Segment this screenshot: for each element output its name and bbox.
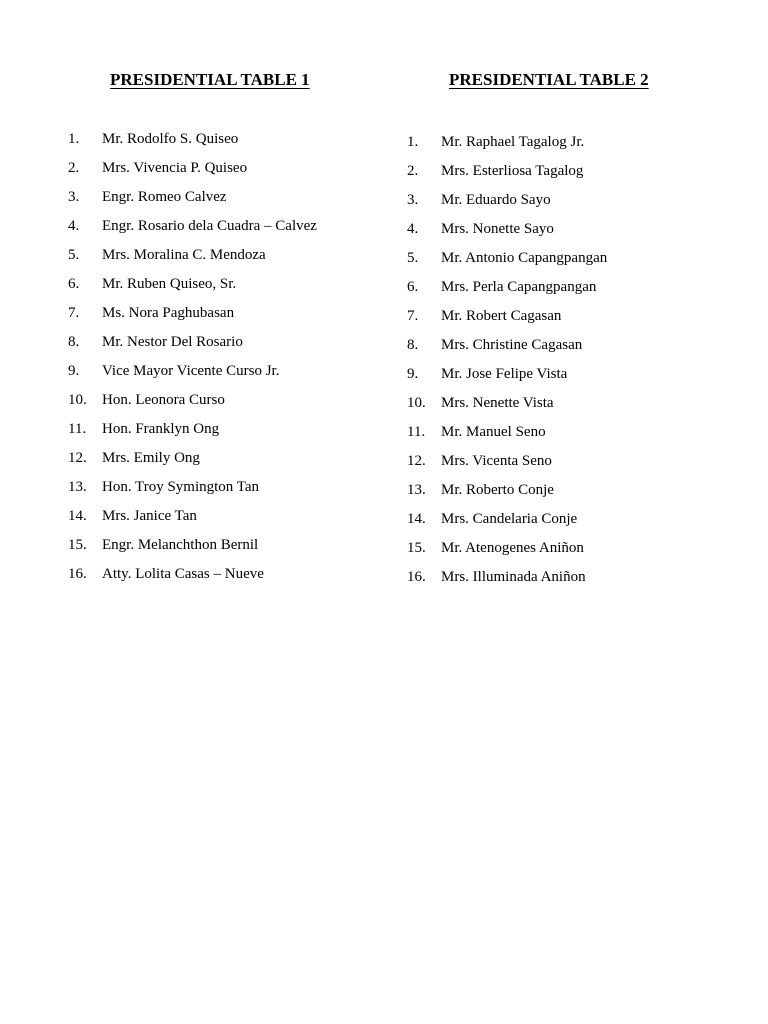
guest-row bbox=[68, 506, 317, 535]
guest-row bbox=[407, 161, 607, 190]
guest-row bbox=[68, 361, 317, 390]
guest-row bbox=[407, 306, 607, 335]
guest-name: Mrs. Emily Ong bbox=[102, 450, 200, 466]
guest-number: 7. bbox=[407, 308, 419, 324]
table-title: PRESIDENTIAL TABLE 2 bbox=[449, 70, 649, 89]
guest-number: 12. bbox=[407, 453, 426, 469]
guest-name: Mr. Raphael Tagalog Jr. bbox=[441, 134, 585, 150]
table-title: PRESIDENTIAL TABLE 1 bbox=[110, 70, 310, 89]
guest-number: 13. bbox=[68, 479, 87, 495]
guest-number: 6. bbox=[68, 276, 80, 292]
guest-number: 13. bbox=[407, 482, 426, 498]
guest-number: 8. bbox=[68, 334, 80, 350]
guest-number: 5. bbox=[407, 250, 419, 266]
guest-number: 10. bbox=[407, 395, 426, 411]
guest-number: 2. bbox=[407, 163, 419, 179]
guest-name: Mrs. Christine Cagasan bbox=[441, 337, 583, 353]
guest-name: Engr. Romeo Calvez bbox=[102, 189, 227, 205]
guest-row bbox=[407, 451, 607, 480]
guest-row bbox=[68, 332, 317, 361]
guest-name: Hon. Leonora Curso bbox=[102, 392, 225, 408]
guest-row bbox=[407, 132, 607, 161]
guest-name: Mrs. Perla Capangpangan bbox=[441, 279, 597, 295]
guest-row bbox=[407, 567, 607, 596]
guest-row bbox=[68, 245, 317, 274]
guest-number: 9. bbox=[407, 366, 419, 382]
guest-name: Ms. Nora Paghubasan bbox=[102, 305, 235, 321]
guest-row bbox=[68, 216, 317, 245]
guest-name: Mrs. Illuminada Aniñon bbox=[441, 569, 586, 585]
guest-row bbox=[68, 448, 317, 477]
guest-row bbox=[68, 187, 317, 216]
guest-number: 16. bbox=[407, 569, 426, 585]
guest-name: Mr. Rodolfo S. Quiseo bbox=[102, 131, 239, 147]
guest-row bbox=[68, 274, 317, 303]
guest-number: 15. bbox=[407, 540, 426, 556]
guest-number: 10. bbox=[68, 392, 87, 408]
guest-number: 1. bbox=[68, 131, 80, 147]
guest-name: Mrs. Vicenta Seno bbox=[441, 453, 552, 469]
guest-number: 9. bbox=[68, 363, 80, 379]
guest-number: 8. bbox=[407, 337, 419, 353]
guest-name: Atty. Lolita Casas – Nueve bbox=[102, 566, 264, 582]
guest-row bbox=[407, 248, 607, 277]
guest-name: Mr. Jose Felipe Vista bbox=[441, 366, 568, 382]
guest-name: Mr. Antonio Capangpangan bbox=[441, 250, 608, 266]
guest-row bbox=[407, 538, 607, 567]
guest-row bbox=[407, 190, 607, 219]
guest-name: Mr. Nestor Del Rosario bbox=[102, 334, 243, 350]
guest-name: Hon. Troy Symington Tan bbox=[102, 479, 260, 495]
guest-number: 4. bbox=[68, 218, 80, 234]
guest-row bbox=[407, 480, 607, 509]
guest-row bbox=[407, 364, 607, 393]
guest-row bbox=[68, 129, 317, 158]
guest-row bbox=[68, 535, 317, 564]
guest-name: Mr. Manuel Seno bbox=[441, 424, 546, 440]
guest-name: Mr. Robert Cagasan bbox=[441, 308, 562, 324]
guest-name: Engr. Rosario dela Cuadra – Calvez bbox=[102, 218, 317, 234]
guest-row bbox=[68, 390, 317, 419]
guest-name: Mrs. Esterliosa Tagalog bbox=[441, 163, 584, 179]
guest-number: 11. bbox=[407, 424, 426, 440]
guest-name: Mrs. Nonette Sayo bbox=[441, 221, 554, 237]
guest-name: Mrs. Janice Tan bbox=[102, 508, 197, 524]
guest-name: Mrs. Nenette Vista bbox=[441, 395, 554, 411]
guest-name: Mr. Atenogenes Aniñon bbox=[441, 540, 584, 556]
guest-number: 14. bbox=[407, 511, 426, 527]
guest-number: 12. bbox=[68, 450, 87, 466]
guest-row bbox=[68, 477, 317, 506]
guest-row bbox=[407, 335, 607, 364]
guest-name: Mr. Roberto Conje bbox=[441, 482, 554, 498]
guest-row bbox=[407, 219, 607, 248]
guest-row bbox=[407, 509, 607, 538]
guest-row bbox=[407, 277, 607, 306]
guest-name: Vice Mayor Vicente Curso Jr. bbox=[102, 363, 280, 379]
guest-name: Hon. Franklyn Ong bbox=[102, 421, 220, 437]
guest-name: Engr. Melanchthon Bernil bbox=[102, 537, 259, 553]
guest-number: 14. bbox=[68, 508, 87, 524]
guest-name: Mrs. Vivencia P. Quiseo bbox=[102, 160, 248, 176]
guest-number: 11. bbox=[68, 421, 87, 437]
guest-name: Mrs. Candelaria Conje bbox=[441, 511, 578, 527]
guest-row bbox=[407, 422, 607, 451]
guest-number: 3. bbox=[407, 192, 419, 208]
guest-number: 5. bbox=[68, 247, 80, 263]
guest-row bbox=[407, 393, 607, 422]
guest-name: Mr. Ruben Quiseo, Sr. bbox=[102, 276, 237, 292]
guest-list bbox=[407, 132, 607, 596]
guest-row bbox=[68, 564, 317, 593]
guest-number: 4. bbox=[407, 221, 419, 237]
guest-number: 6. bbox=[407, 279, 419, 295]
guest-number: 16. bbox=[68, 566, 87, 582]
guest-number: 3. bbox=[68, 189, 80, 205]
guest-row bbox=[68, 419, 317, 448]
guest-row bbox=[68, 158, 317, 187]
guest-name: Mrs. Moralina C. Mendoza bbox=[102, 247, 266, 263]
guest-row bbox=[68, 303, 317, 332]
guest-number: 1. bbox=[407, 134, 419, 150]
guest-number: 2. bbox=[68, 160, 80, 176]
guest-list bbox=[68, 129, 317, 593]
guest-number: 7. bbox=[68, 305, 80, 321]
guest-number: 15. bbox=[68, 537, 87, 553]
guest-name: Mr. Eduardo Sayo bbox=[441, 192, 551, 208]
